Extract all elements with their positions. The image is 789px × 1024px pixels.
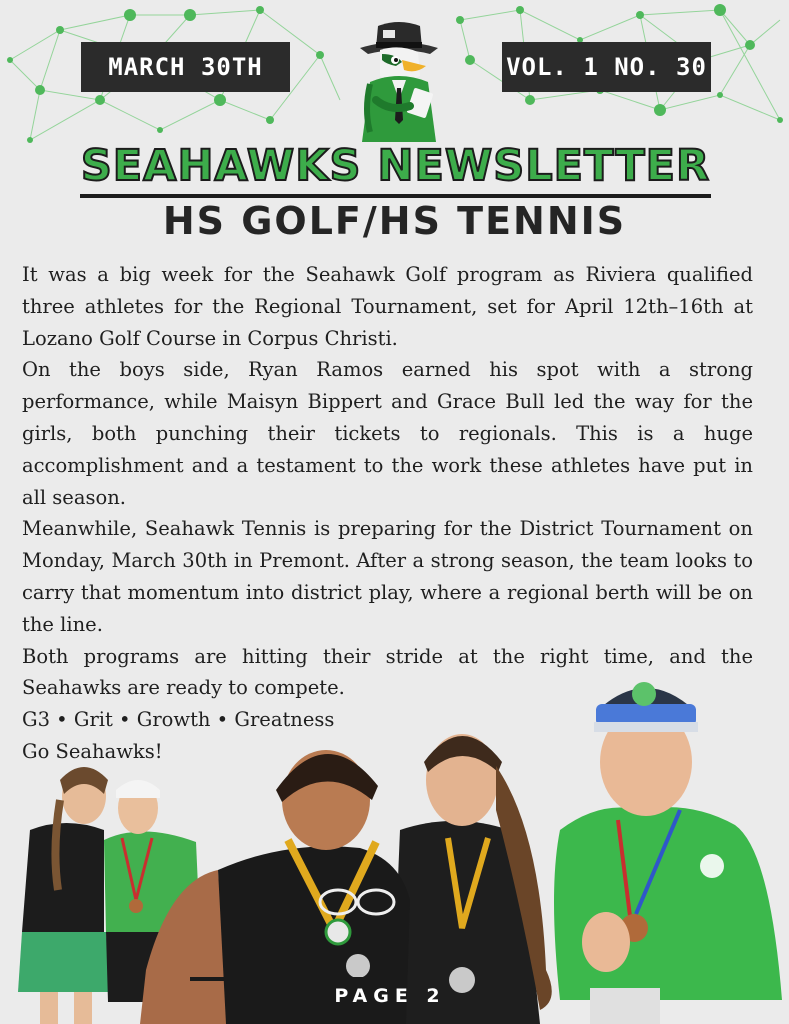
- volume-badge: VOL. 1 NO. 30: [502, 42, 711, 92]
- paragraph: On the boys side, Ryan Ramos earned his spot with a strong performance, while Maisyn Bippert and Grace Bull led the way for the girls, both punching their tickets to regionals. This is a huge accomplishment and a testament to the work these athletes have put in all season.: [22, 358, 753, 509]
- tennis-players-photo: [140, 734, 552, 1024]
- golfer-boy-photo: [554, 682, 782, 1024]
- newsletter-title: SEAHAWKS NEWSLETTER: [80, 138, 711, 198]
- paragraph: Meanwhile, Seahawk Tennis is preparing for the District Tournament on Monday, March 30th in Premont. After a strong season, the team looks to carry that momentum into district play, where a regional berth will be on the line.: [22, 517, 753, 636]
- section-subtitle: HS GOLF/HS TENNIS: [162, 199, 627, 243]
- athlete-photos: [0, 670, 789, 1024]
- paragraph: Both programs are hitting their stride at the right time, and the Seahawks are ready to compete.: [22, 644, 753, 700]
- closing-line: Go Seahawks!: [22, 739, 163, 763]
- paragraph: It was a big week for the Seahawk Golf program as Riviera qualified three athletes for the Regional Tournament, set for April 12th–16th at Lozano Golf Course in Corpus Christi.: [22, 263, 753, 350]
- page-number: PAGE 2: [334, 985, 446, 1007]
- date-badge: MARCH 30TH: [81, 42, 290, 92]
- eagle-reporter-mascot: [356, 20, 442, 142]
- motto: G3 • Grit • Growth • Greatness: [22, 708, 335, 732]
